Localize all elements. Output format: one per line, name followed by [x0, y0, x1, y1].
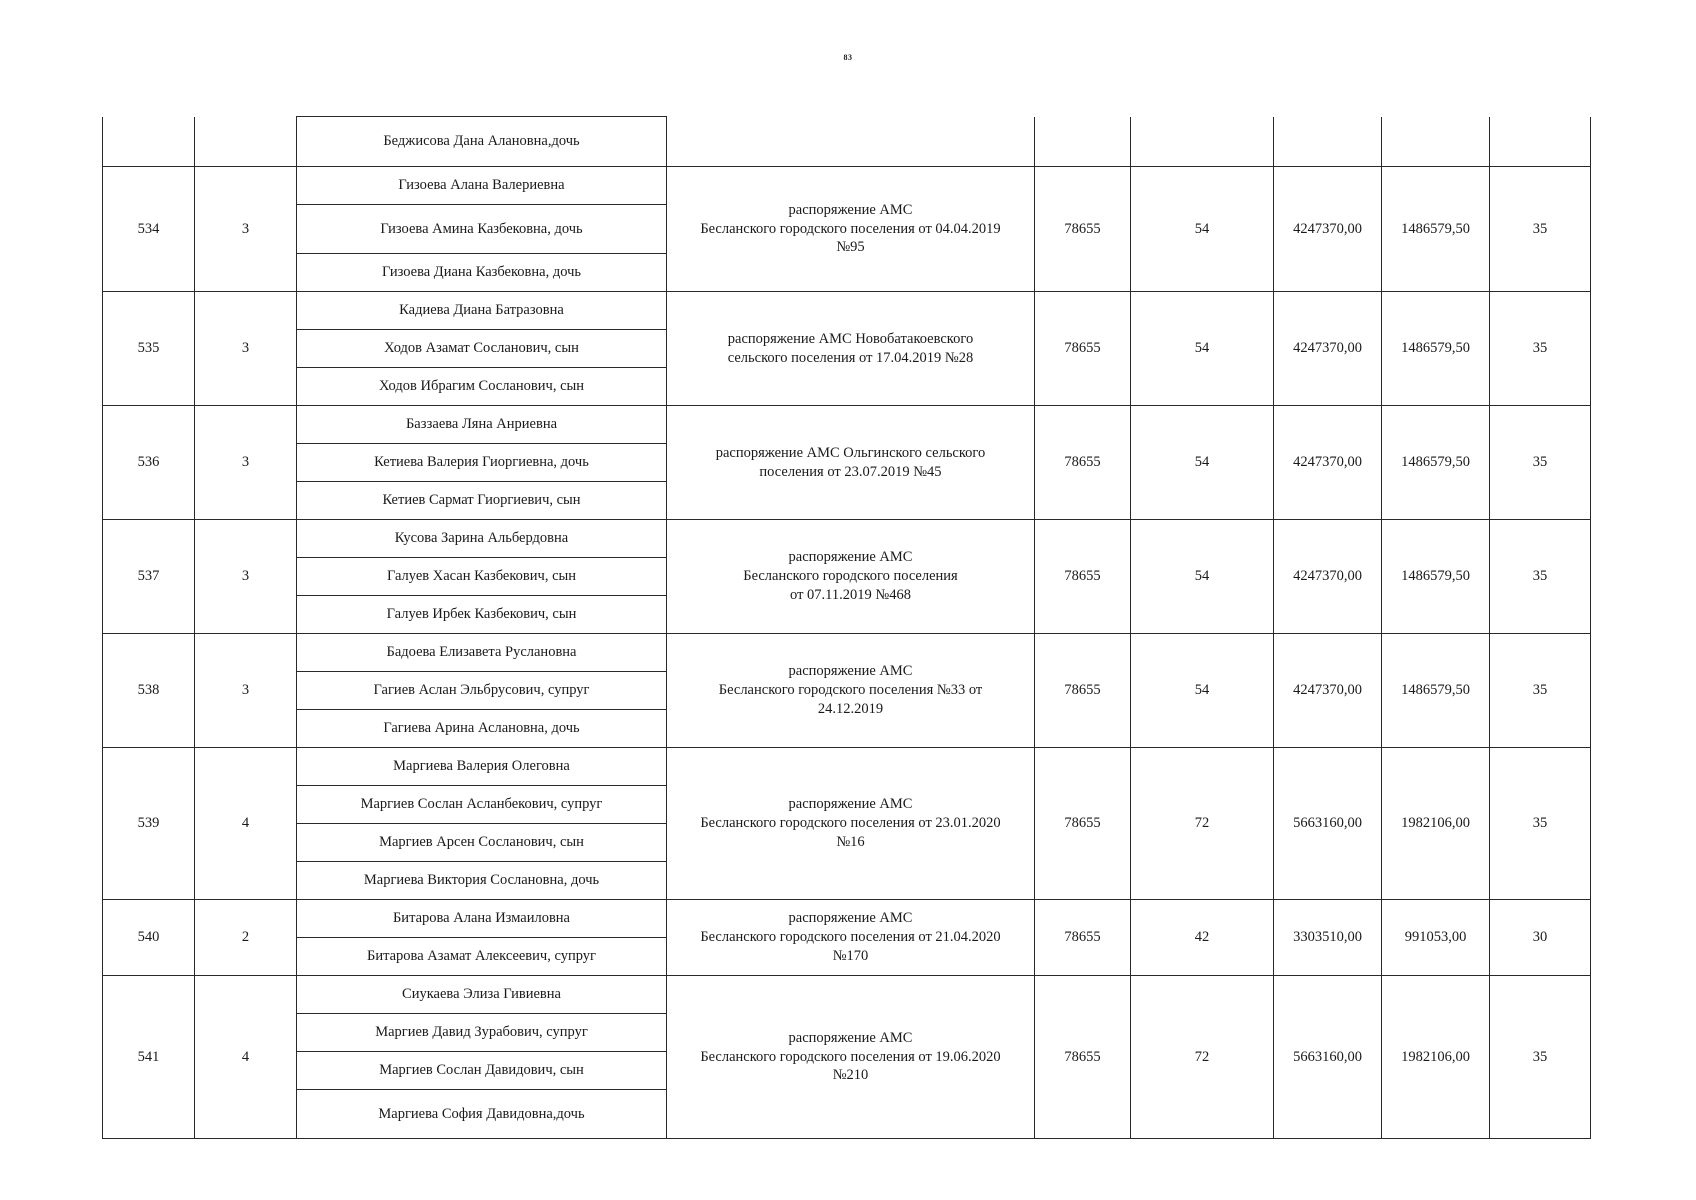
percent-cell: 35 — [1490, 520, 1591, 634]
order-cell — [667, 976, 1035, 1139]
member-name-cell: Кетиев Сармат Гиоргиевич, сын — [297, 482, 667, 520]
percent-cell: 35 — [1490, 167, 1591, 292]
member-name-cell: Галуев Хасан Казбекович, сын — [297, 558, 667, 596]
member-name-cell: Гизоева Амина Казбековна, дочь — [297, 205, 667, 254]
order-cell — [667, 634, 1035, 748]
table-row — [103, 292, 1591, 330]
table-row — [103, 520, 1591, 558]
table-row — [103, 900, 1591, 938]
order-cell — [667, 900, 1035, 976]
member-name-cell: Кадиева Диана Батразовна — [297, 292, 667, 330]
amount-cell: 4247370,00 — [1274, 167, 1382, 292]
member-name-cell: Ходов Ибрагим Сосланович, сын — [297, 368, 667, 406]
row-number-cell: 541 — [103, 976, 195, 1139]
subsidy-cell: 1486579,50 — [1382, 292, 1490, 406]
order-text: распоряжение АМС Бесланского городского поселения от 19.06.2020 №210 — [700, 1029, 1001, 1084]
member-name-cell: Баззаева Ляна Анриевна — [297, 406, 667, 444]
registry-table — [102, 116, 1591, 1139]
member-count-cell — [195, 117, 297, 167]
order-cell — [667, 406, 1035, 520]
area-cell: 54 — [1131, 520, 1274, 634]
area-cell: 54 — [1131, 167, 1274, 292]
percent-cell: 35 — [1490, 292, 1591, 406]
member-name-cell: Гагиев Аслан Эльбрусович, супруг — [297, 672, 667, 710]
member-name-cell: Галуев Ирбек Казбекович, сын — [297, 596, 667, 634]
amount-cell: 4247370,00 — [1274, 520, 1382, 634]
norm-cell: 78655 — [1035, 634, 1131, 748]
member-name-cell: Кусова Зарина Альбердовна — [297, 520, 667, 558]
amount-cell: 4247370,00 — [1274, 634, 1382, 748]
member-name-cell: Битарова Алана Измаиловна — [297, 900, 667, 938]
registry-body — [103, 117, 1591, 1139]
table-row — [103, 748, 1591, 786]
order-cell — [667, 117, 1035, 167]
norm-cell: 78655 — [1035, 406, 1131, 520]
member-name-cell: Беджисова Дана Алановна,дочь — [297, 117, 667, 167]
member-name-cell: Маргиева София Давидовна,дочь — [297, 1090, 667, 1139]
percent-cell: 35 — [1490, 634, 1591, 748]
amount-cell: 4247370,00 — [1274, 292, 1382, 406]
member-name-cell: Маргиева Валерия Олеговна — [297, 748, 667, 786]
order-cell — [667, 520, 1035, 634]
area-cell: 54 — [1131, 292, 1274, 406]
member-name-cell: Гагиева Арина Аслановна, дочь — [297, 710, 667, 748]
order-cell — [667, 292, 1035, 406]
order-text: распоряжение АМС Бесланского городского поселения от 07.11.2019 №468 — [743, 549, 958, 603]
member-name-cell: Маргиева Виктория Сослановна, дочь — [297, 862, 667, 900]
row-number-cell: 536 — [103, 406, 195, 520]
percent-cell — [1490, 117, 1591, 167]
row-number-cell: 539 — [103, 748, 195, 900]
amount-cell: 4247370,00 — [1274, 406, 1382, 520]
member-count-cell: 3 — [195, 634, 297, 748]
order-text: распоряжение АМС Бесланского городского поселения от 04.04.2019 №95 — [700, 201, 1001, 256]
table-row — [103, 634, 1591, 672]
area-cell: 54 — [1131, 634, 1274, 748]
row-number-cell: 534 — [103, 167, 195, 292]
member-name-cell: Гизоева Диана Казбековна, дочь — [297, 254, 667, 292]
table-row — [103, 976, 1591, 1014]
area-cell: 72 — [1131, 748, 1274, 900]
member-name-cell: Гизоева Алана Валериевна — [297, 167, 667, 205]
row-number-cell — [103, 117, 195, 167]
norm-cell: 78655 — [1035, 748, 1131, 900]
row-number-cell: 535 — [103, 292, 195, 406]
subsidy-cell: 1486579,50 — [1382, 634, 1490, 748]
order-cell — [667, 748, 1035, 900]
area-cell: 54 — [1131, 406, 1274, 520]
member-name-cell: Бадоева Елизавета Руслановна — [297, 634, 667, 672]
member-name-cell: Ходов Азамат Сосланович, сын — [297, 330, 667, 368]
percent-cell: 35 — [1490, 976, 1591, 1139]
member-count-cell: 3 — [195, 292, 297, 406]
row-number-cell: 540 — [103, 900, 195, 976]
subsidy-cell: 1982106,00 — [1382, 748, 1490, 900]
member-name-cell: Кетиева Валерия Гиоргиевна, дочь — [297, 444, 667, 482]
order-text: распоряжение АМС Бесланского городского поселения №33 от 24.12.2019 — [718, 663, 983, 717]
member-name-cell: Битарова Азамат Алексеевич, супруг — [297, 938, 667, 976]
subsidy-cell: 1486579,50 — [1382, 520, 1490, 634]
order-text: распоряжение АМС Новобатакоевского сельского поселения от 17.04.2019 №28 — [727, 330, 974, 366]
norm-cell: 78655 — [1035, 900, 1131, 976]
norm-cell: 78655 — [1035, 520, 1131, 634]
area-cell — [1131, 117, 1274, 167]
amount-cell — [1274, 117, 1382, 167]
member-name-cell: Сиукаева Элиза Гивиевна — [297, 976, 667, 1014]
percent-cell: 35 — [1490, 406, 1591, 520]
percent-cell: 30 — [1490, 900, 1591, 976]
member-name-cell: Маргиев Сослан Асланбекович, супруг — [297, 786, 667, 824]
order-text: распоряжение АМС Бесланского городского поселения от 23.01.2020 №16 — [700, 796, 1001, 850]
row-number-cell: 537 — [103, 520, 195, 634]
member-name-cell: Маргиев Арсен Сосланович, сын — [297, 824, 667, 862]
area-cell: 72 — [1131, 976, 1274, 1139]
subsidy-cell: 1486579,50 — [1382, 406, 1490, 520]
norm-cell: 78655 — [1035, 292, 1131, 406]
order-text: распоряжение АМС Бесланского городского поселения от 21.04.2020 №170 — [700, 910, 1001, 964]
norm-cell — [1035, 117, 1131, 167]
member-name-cell: Маргиев Давид Зурабович, супруг — [297, 1014, 667, 1052]
table-row — [103, 406, 1591, 444]
member-count-cell: 3 — [195, 520, 297, 634]
row-number-cell: 538 — [103, 634, 195, 748]
subsidy-cell: 991053,00 — [1382, 900, 1490, 976]
order-text: распоряжение АМС Ольгинского сельского поселения от 23.07.2019 №45 — [715, 444, 986, 480]
subsidy-cell — [1382, 117, 1490, 167]
amount-cell: 5663160,00 — [1274, 748, 1382, 900]
norm-cell: 78655 — [1035, 167, 1131, 292]
member-count-cell: 4 — [195, 976, 297, 1139]
area-cell: 42 — [1131, 900, 1274, 976]
percent-cell: 35 — [1490, 748, 1591, 900]
norm-cell: 78655 — [1035, 976, 1131, 1139]
amount-cell: 3303510,00 — [1274, 900, 1382, 976]
page-number: 83 — [843, 53, 853, 62]
member-name-cell: Маргиев Сослан Давидович, сын — [297, 1052, 667, 1090]
member-count-cell: 3 — [195, 406, 297, 520]
subsidy-cell: 1486579,50 — [1382, 167, 1490, 292]
amount-cell: 5663160,00 — [1274, 976, 1382, 1139]
member-count-cell: 3 — [195, 167, 297, 292]
member-count-cell: 2 — [195, 900, 297, 976]
table-row — [103, 117, 1591, 167]
table-row — [103, 167, 1591, 205]
order-cell — [667, 167, 1035, 292]
member-count-cell: 4 — [195, 748, 297, 900]
subsidy-cell: 1982106,00 — [1382, 976, 1490, 1139]
